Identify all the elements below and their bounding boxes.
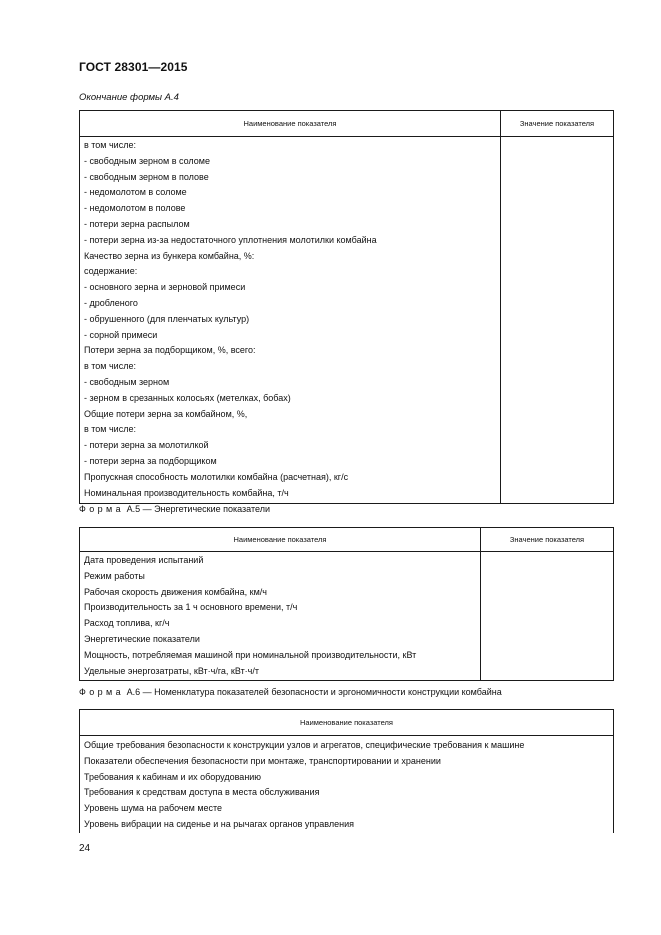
form-a4-table: [79, 110, 614, 504]
table-row: Расход топлива, кг/ч: [84, 618, 170, 629]
form-a4-names-cell: [80, 137, 501, 504]
table-row: Рабочая скорость движения комбайна, км/ч: [84, 586, 267, 597]
document-title: ГОСТ 28301—2015: [79, 60, 188, 74]
table-row: - потери зерна за подборщиком: [84, 455, 217, 466]
form-a6-caption: [79, 687, 502, 697]
table-row: в том числе:: [84, 361, 136, 372]
table-row: - обрушенного (для пленчатых культур): [84, 313, 250, 324]
form-a5-table: [79, 527, 614, 681]
table-row: - свободным зерном в полове: [84, 171, 209, 182]
form-a5-caption-text: А.5 — Энергетические показатели: [126, 504, 270, 514]
table-row: - потери зерна за молотилкой: [84, 440, 209, 451]
form-a5-values-cell: [481, 552, 614, 681]
form-a4-caption: Окончание формы А.4: [79, 92, 179, 103]
table-row: - недомолотом в соломе: [84, 187, 187, 198]
table-row: Требования к кабинам и их оборудованию: [84, 771, 262, 782]
table-row: Режим работы: [84, 570, 145, 581]
form-a6-table: [79, 709, 614, 833]
table-row: - свободным зерном в соломе: [84, 155, 210, 166]
table-row: в том числе:: [84, 140, 136, 150]
table-row: содержание:: [84, 266, 138, 277]
table-row: - потери зерна из-за недостаточного уплотнения молотилки комбайна: [84, 234, 377, 245]
form-a5-col-value: Значение показателя: [481, 528, 614, 552]
table-row: Уровень вибрации на сиденье и на рычагах органов управления: [84, 818, 354, 829]
form-a4-col-name: Наименование показателя: [80, 111, 501, 137]
table-row: Номинальная производительность комбайна, т/ч: [84, 487, 289, 498]
form-a6-caption-prefix: Форма: [79, 687, 125, 697]
table-row: - потери зерна распылом: [84, 218, 190, 229]
table-row: Удельные энергозатраты, кВт·ч/га, кВт·ч/т: [84, 665, 259, 676]
table-row: - недомолотом в полове: [84, 203, 186, 214]
form-a6-caption-text: А.6 — Номенклатура показателей безопасности и эргономичности конструкции комбайна: [126, 687, 502, 697]
form-a6-names-cell: [80, 736, 614, 833]
table-row: - зерном в срезанных колосьях (метелках, бобах): [84, 392, 291, 403]
table-row: Уровень шума на рабочем месте: [84, 803, 223, 814]
page-number: 24: [79, 843, 91, 854]
table-row: Энергетические показатели: [84, 633, 200, 644]
table-row: в том числе:: [84, 424, 136, 435]
table-row: - сорной примеси: [84, 329, 158, 340]
table-row: - дробленого: [84, 297, 138, 308]
table-row: Общие потери зерна за комбайном, %,: [84, 408, 248, 419]
table-row: Показатели обеспечения безопасности при монтаже, транспортировании и хранении: [84, 755, 441, 766]
table-row: Производительность за 1 ч основного времени, т/ч: [84, 602, 298, 613]
form-a5-names-cell: [80, 552, 481, 681]
table-row: Мощность, потребляемая машиной при номинальной производительности, кВт: [84, 649, 417, 660]
table-row: Дата проведения испытаний: [84, 555, 204, 565]
table-row: Качество зерна из бункера комбайна, %:: [84, 250, 255, 261]
table-row: - свободным зерном: [84, 376, 170, 387]
table-row: Пропускная способность молотилки комбайна (расчетная), кг/с: [84, 471, 349, 482]
table-row: - основного зерна и зерновой примеси: [84, 282, 246, 293]
form-a5-caption: [79, 504, 270, 514]
table-row: Требования к средствам доступа в места обслуживания: [84, 787, 320, 798]
form-a5-caption-prefix: Форма: [79, 504, 125, 514]
table-row: Потери зерна за подборщиком, %, всего:: [84, 345, 256, 356]
table-row: Общие требования безопасности к конструкции узлов и агрегатов, специфические требования к машине: [84, 740, 525, 750]
form-a6-col-name: Наименование показателя: [80, 710, 614, 736]
form-a4-values-cell: [501, 137, 614, 504]
form-a4-col-value: Значение показателя: [501, 111, 614, 137]
form-a5-col-name: Наименование показателя: [80, 528, 481, 552]
